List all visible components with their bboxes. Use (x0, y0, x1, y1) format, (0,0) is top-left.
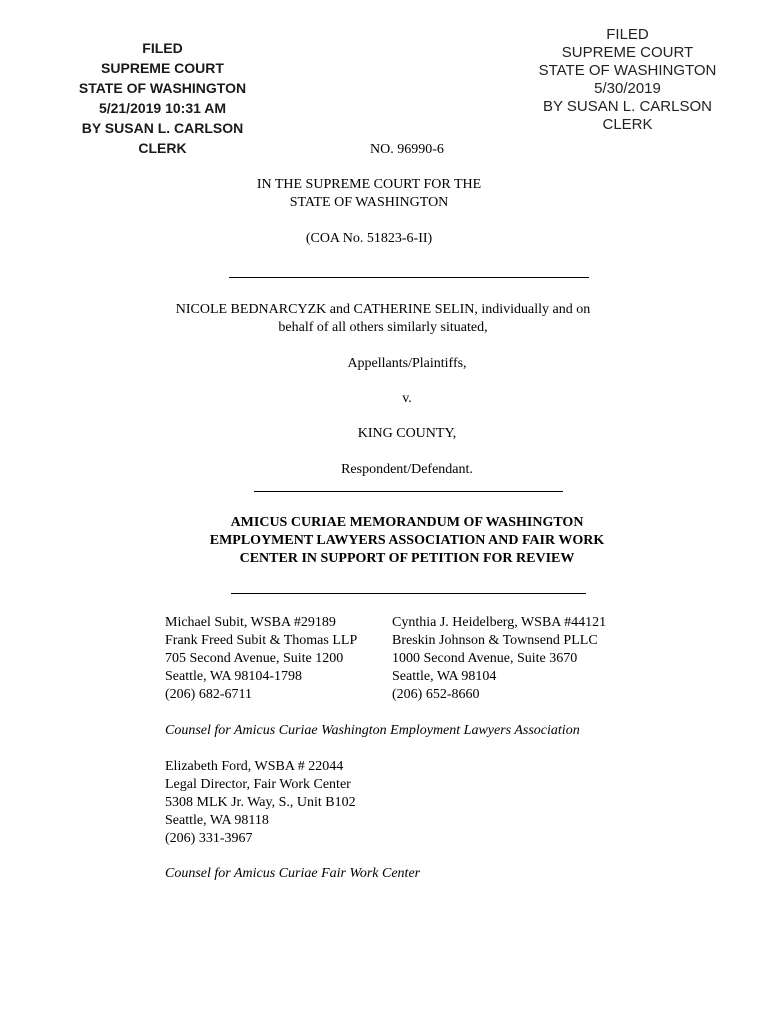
counsel-line: (206) 652-8660 (392, 687, 480, 702)
counsel-line: Breskin Johnson & Townsend PLLC (392, 633, 598, 648)
document-title-line-2: EMPLOYMENT LAWYERS ASSOCIATION AND FAIR WORK (209, 533, 605, 548)
plaintiffs-line-1: NICOLE BEDNARCYZK and CATHERINE SELIN, individually and on (175, 302, 591, 317)
counsel-line: Seattle, WA 98104 (392, 669, 497, 684)
filing-stamp-left (40, 38, 285, 158)
stamp-line: 5/30/2019 (594, 80, 661, 97)
counsel-line: Frank Freed Subit & Thomas LLP (165, 633, 358, 648)
counsel-line: 5308 MLK Jr. Way, S., Unit B102 (165, 795, 356, 810)
stamp-line: BY SUSAN L. CARLSON (543, 98, 712, 115)
stamp-line: STATE OF WASHINGTON (538, 62, 717, 79)
stamp-line: BY SUSAN L. CARLSON (81, 120, 244, 136)
counsel-line: Cynthia J. Heidelberg, WSBA #44121 (392, 615, 607, 630)
stamp-line: 5/21/2019 10:31 AM (98, 100, 227, 116)
stamp-line: CLERK (138, 140, 187, 156)
counsel-line: 1000 Second Avenue, Suite 3670 (392, 651, 578, 666)
stamp-line: CLERK (602, 116, 653, 133)
stamp-line: FILED (606, 26, 649, 43)
counsel-line: Seattle, WA 98118 (165, 813, 269, 828)
stamp-line: SUPREME COURT (561, 44, 694, 61)
separator-rule (254, 491, 563, 492)
defendant: KING COUNTY, (357, 426, 457, 441)
defendant-role: Respondent/Defendant. (341, 462, 473, 477)
separator-rule (229, 277, 589, 278)
versus: v. (402, 391, 412, 406)
coa-number: (COA No. 51823-6-II) (305, 231, 433, 246)
case-number: NO. 96990-6 (370, 142, 444, 157)
court-name-line-2: STATE OF WASHINGTON (289, 195, 449, 210)
counsel-line: Elizabeth Ford, WSBA # 22044 (165, 759, 344, 774)
document-title-line-1: AMICUS CURIAE MEMORANDUM OF WASHINGTON (230, 515, 584, 530)
counsel-line: (206) 682-6711 (165, 687, 252, 702)
counsel-line: Michael Subit, WSBA #29189 (165, 615, 336, 630)
counsel-block-fair-work (165, 758, 356, 848)
counsel-block-right (392, 614, 606, 704)
counsel-for-wela: Counsel for Amicus Curiae Washington Employment Lawyers Association (165, 723, 580, 738)
stamp-line: FILED (142, 40, 183, 56)
counsel-line: Legal Director, Fair Work Center (165, 777, 351, 792)
plaintiffs-line-2: behalf of all others similarly situated, (278, 320, 488, 335)
court-name-line-1: IN THE SUPREME COURT FOR THE (256, 177, 482, 192)
filing-stamp-right (500, 26, 755, 134)
counsel-for-fair-work-center: Counsel for Amicus Curiae Fair Work Center (165, 866, 421, 881)
plaintiffs-role: Appellants/Plaintiffs, (347, 356, 467, 371)
counsel-line: Seattle, WA 98104-1798 (165, 669, 303, 684)
counsel-block-left (165, 614, 357, 704)
separator-rule (231, 593, 586, 594)
counsel-line: (206) 331-3967 (165, 831, 253, 846)
counsel-line: 705 Second Avenue, Suite 1200 (165, 651, 344, 666)
stamp-line: SUPREME COURT (101, 60, 224, 76)
document-title-line-3: CENTER IN SUPPORT OF PETITION FOR REVIEW (239, 551, 575, 566)
stamp-line: STATE OF WASHINGTON (78, 80, 247, 96)
